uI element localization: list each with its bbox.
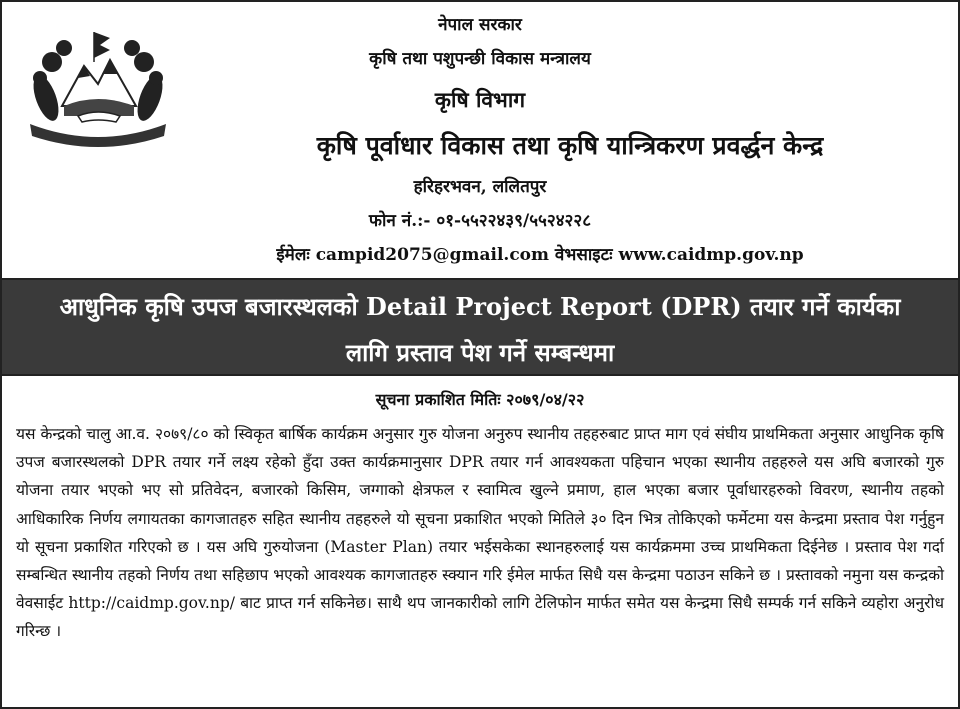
notice-body: यस केन्द्रको चालु आ.व. २०७९/८० को स्विकृत बार्षिक कार्यक्रम अनुसार गुरु योजना अनुरुप स्थानीय तहहरुबाट प्राप्त माग एवं संघीय प्राथमिकता अनुसार आधुनिक कृषि उपज बजारस्थलको DPR तयार गर्ने लक्ष्य रहेको हुँदा उक्त कार्यक्रमानुसार DPR तयार गर्न आवश्यकता पहिचान भएका स्थानीय तहहरुले यस अघि बजारको गुरु योजना तयार भएको भए सो प्रतिवेदन, बजारको किसिम, जग्गाको क्षेत्रफल र स्वामित्व खुल्ने प्रमाण, हाल भएका बजार पूर्वाधारहरुको विवरण, स्थानीय तहको आधिकारिक निर्णय लगायतका कागजातहरु सहित स्थानीय तहहरुले यो सूचना प्रकाशित भएको मितिले ३० दिन भित्र तोकिएको फर्मेटमा यस केन्द्रमा प्रस्ताव पेश गर्नुहुन यो सूचना प्रकाशित गरिएको छ । यस अघि गुरुयोजना (Master Plan) तयार भईसकेका स्थानहरुलाई यस कार्यक्रममा उच्च प्राथमिकता दिईनेछ । प्रस्ताव पेश गर्दा सम्बन्धित स्थानीय तहको निर्णय तथा सहिछाप भएको आवश्यक कागजातहरु स्क्यान गरि ईमेल मार्फत सिधै यस केन्द्रमा पठाउन सकिने छ । प्रस्तावको नमुना यस कन्द्रको वेवसाईट http://caidmp.gov.np/ बाट प्राप्त गर्न सकिनेछ। साथै थप जानकारीको लागि टेलिफोन मार्फत समेत यस केन्द्रमा सिधै सम्पर्क गर्न सकिने व्यहोरा अनुरोध गरिन्छ । [16,425,944,641]
ministry-name: कृषि तथा पशुपन्छी विकास मन्त्रालय [369,49,591,69]
notice-title-line-1: आधुनिक कृषि उपज बजारस्थलको Detail Project Report (DPR) तयार गर्ने कार्यका [59,292,901,321]
department-name: कृषि विभाग [434,87,526,112]
notice-title-line-2: लागि प्रस्ताव पेश गर्ने सम्बन्धमा [345,338,615,367]
office-address: हरिहरभवन, ललितपुर [413,177,547,197]
notice-published-date: सूचना प्रकाशित मितिः २०७९/०४/२२ [375,390,585,409]
phone-numbers: फोन नं.:- ०१-५५२२४३९/५५२४२२८ [368,211,592,231]
email-and-website: ईमेलः campid2075@gmail.com वेभसाइटः www.caidmp.gov.np [276,245,804,265]
notice-title-banner [2,278,958,376]
government-name: नेपाल सरकार [438,15,522,35]
letterhead [2,2,958,278]
office-name: कृषि पूर्वाधार विकास तथा कृषि यान्त्रिकरण प्रवर्द्धन केन्द्र [316,131,824,160]
